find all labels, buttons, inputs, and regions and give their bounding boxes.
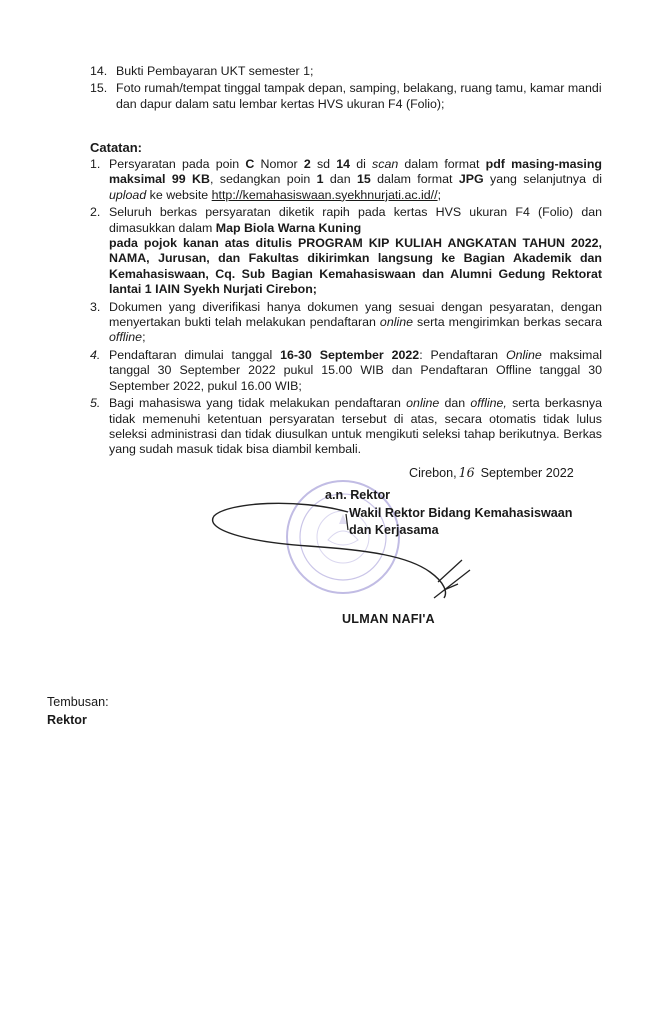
website-link[interactable]: http://kemahasiswaan.syekhnurjati.ac.id// — [211, 187, 438, 202]
place-date: Cirebon, 16 September 2022 — [409, 465, 574, 480]
list-item — [90, 205, 602, 297]
item-number: 1. — [90, 157, 101, 171]
item-text: Persyaratan pada poin C Nomor 2 sd 14 di scan dalam format pdf masing-masing maksimal 99 KB, sedangkan poin 1 dan 15 dalam format JPG yang selanjutnya di upload ke website http://kemahasiswaan.syekhnurjati.ac.id//; — [109, 157, 602, 202]
notes-heading: Catatan: — [90, 140, 143, 155]
cc-label: Tembusan: — [47, 695, 109, 709]
item-text: Foto rumah/tempat tinggal tampak depan, samping, belakang, ruang tamu, kamar mandi dan dapur dalam satu lembar kertas HVS ukuran F4 (Folio); — [116, 81, 602, 111]
list-item — [90, 300, 602, 346]
item-number: 5. — [90, 396, 101, 411]
list-item — [90, 348, 602, 394]
item-number: 3. — [90, 299, 101, 314]
item-text: Pendaftaran dimulai tanggal 16-30 September 2022: Pendaftaran Online maksimal tanggal 30 September 2022 pukul 15.00 WIB dan Pendaftaran Offline tanggal 30 September 2022, pukul 16.00 WIB; — [109, 347, 602, 393]
signature-an: a.n. Rektor — [325, 488, 391, 502]
notes-list — [90, 157, 602, 458]
item-number: 15. — [90, 81, 108, 96]
signature-role: Wakil Rektor Bidang Kemahasiswaan — [349, 506, 573, 520]
cc-recipient: Rektor — [47, 713, 87, 727]
item-text: Bukti Pembayaran UKT semester 1; — [116, 64, 314, 78]
item-text: Bagi mahasiswa yang tidak melakukan pendaftaran online dan offline, serta berkasnya tidak memenuhi ketentuan persyaratan tersebut di atas, secara otomatis tidak lulus seleksi administrasi dan tidak diusulkan untuk mengikuti seleksi tahap berikutnya. Berkas yang sudah masuk tidak bisa diambil kembali. — [109, 396, 602, 457]
list-item — [90, 396, 602, 458]
signatory-name: ULMAN NAFI'A — [342, 612, 435, 626]
list-item — [90, 157, 602, 203]
handwritten-signature-icon — [208, 490, 478, 610]
item-number: 2. — [90, 205, 101, 220]
item-number: 14. — [90, 64, 108, 78]
item-number: 4. — [90, 347, 101, 362]
list-item — [90, 81, 602, 112]
requirements-list — [90, 64, 602, 112]
list-item — [90, 64, 602, 79]
signature-role-2: dan Kerjasama — [349, 523, 439, 537]
item-text: Seluruh berkas persyaratan diketik rapih pada kertas HVS ukuran F4 (Folio) dan dimasukkan dalam Map Biola Warna Kuning pada pojok kanan atas ditulis PROGRAM KIP KULIAH ANGKATAN TAHUN 2022, NAMA, Jurusan, dan Fakultas dikirimkan langsung ke Bagian Akademik dan Kemahasiswaan, Cq. Sub Bagian Kemahasiswaan dan Alumni Gedung Rektorat lantai 1 IAIN Syekh Nurjati Cirebon; — [109, 205, 602, 297]
item-text: Dokumen yang diverifikasi hanya dokumen yang sesuai dengan pesyaratan, dengan menyertakan bukti telah melakukan pendaftaran online serta mengirimkan berkas secara offline; — [109, 299, 602, 345]
